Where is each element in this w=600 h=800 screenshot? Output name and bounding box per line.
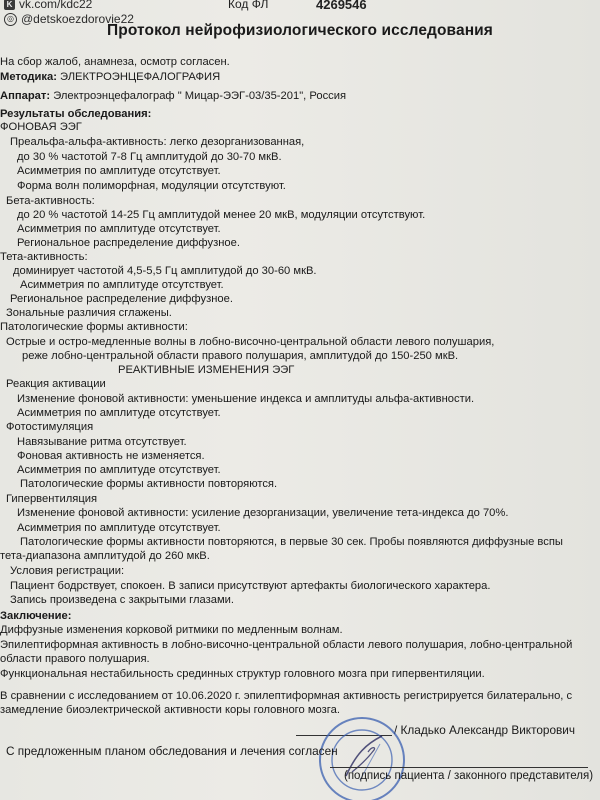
text-line: Региональное распределение диффузное.	[10, 293, 233, 305]
watermark-site	[4, 0, 92, 11]
text-line: Асимметрия по амплитуде отсутствует.	[20, 279, 224, 291]
method-label: Методика:	[0, 71, 57, 83]
text-line: Зональные различия сглажены.	[6, 307, 172, 319]
watermark-site-text: vk.com/kdc22	[19, 0, 93, 11]
text-line: Асимметрия по амплитуде отсутствует.	[17, 522, 221, 534]
method-line	[0, 71, 220, 84]
text-line: до 20 % частотой 14-25 Гц амплитудой менее 20 мкВ, модуляции отсутствуют.	[17, 209, 426, 221]
background-eeg-heading: ФОНОВАЯ ЭЭГ	[0, 121, 82, 133]
text-line: Асимметрия по амплитуде отсутствует.	[17, 407, 221, 419]
text-line: Изменение фоновой активности: усиление дезорганизации, увеличение тета-индекса до 70%.	[17, 507, 509, 519]
text-line: Фоновая активность не изменяется.	[17, 450, 205, 462]
text-line: до 30 % частотой 7-8 Гц амплитудой до 30-70 мкВ.	[17, 151, 282, 163]
text-line: Асимметрия по амплитуде отсутствует.	[17, 464, 221, 476]
doctor-name: / Кладько Александр Викторович	[394, 723, 576, 737]
text-line: Гипервентиляция	[6, 493, 98, 505]
text-line: Реакция активации	[6, 378, 106, 390]
conclusion-heading: Заключение:	[0, 610, 72, 622]
text-line: реже лобно-центральной области правого полушария, амплитудой до 150-250 мкВ.	[22, 350, 459, 362]
text-line: Пациент бодрствует, спокоен. В записи присутствуют артефакты биологического характера.	[10, 580, 491, 592]
text-line: Функциональная нестабильность срединных структур головного мозга при гипервентиляции.	[0, 668, 485, 680]
text-line: Диффузные изменения корковой ритмики по медленным волнам.	[0, 624, 343, 636]
text-line: Бета-активность:	[6, 195, 95, 207]
vk-icon: K	[4, 0, 15, 10]
text-line: Патологические формы активности:	[0, 321, 188, 333]
text-line: тета-диапазона амплитудой до 260 мкВ.	[0, 550, 210, 562]
text-line: замедление биоэлектрической активности коры головного мозга.	[0, 704, 340, 716]
device-label: Аппарат:	[0, 90, 51, 102]
text-line: В сравнении с исследованием от 10.06.2020 г. эпилептиформная активность регистрируется билатерально, с	[0, 690, 573, 702]
patient-signature-line	[330, 767, 588, 768]
text-line: Условия регистрации:	[10, 565, 125, 577]
text-line: Асимметрия по амплитуде отсутствует.	[17, 165, 221, 177]
code-label: Код ФЛ	[228, 0, 269, 11]
consent-line: На сбор жалоб, анамнеза, осмотр согласен.	[0, 56, 230, 68]
method-value: ЭЛЕКТРОЭНЦЕФАЛОГРАФИЯ	[60, 71, 221, 83]
reactive-heading: РЕАКТИВНЫЕ ИЗМЕНЕНИЯ ЭЭГ	[118, 364, 295, 376]
page-title: Протокол нейрофизиологического исследования	[107, 22, 493, 39]
watermark-handle-text: @detskoezdorovie22	[21, 12, 134, 26]
instagram-icon: ◎	[4, 13, 17, 26]
text-line: Эпилептиформная активность в лобно-височно-центральной области левого полушария, лобно-центральной	[0, 639, 573, 651]
text-line: Форма волн полиморфная, модуляции отсутствуют.	[17, 180, 286, 192]
text-line: Асимметрия по амплитуде отсутствует.	[17, 223, 221, 235]
text-line: Патологические формы активности повторяются.	[20, 478, 278, 490]
text-line: Региональное распределение диффузное.	[17, 237, 240, 249]
device-line	[0, 90, 346, 103]
patient-caption: (подпись пациента / законного представителя)	[344, 770, 594, 782]
text-line: Фотостимуляция	[6, 421, 94, 433]
text-line: области правого полушария.	[0, 653, 150, 665]
text-line: Изменение фоновой активности: уменьшение индекса и амплитуды альфа-активности.	[17, 393, 475, 405]
results-heading: Результаты обследования:	[0, 108, 152, 120]
agreement-text: С предложенным планом обследования и лечения согласен	[6, 744, 338, 758]
text-line: Острые и остро-медленные волны в лобно-височно-центральной области левого полушария,	[6, 336, 495, 348]
text-line: Тета-активность:	[0, 251, 88, 263]
code-value: 4269546	[316, 0, 367, 12]
text-line: доминирует частотой 4,5-5,5 Гц амплитудой до 30-60 мкВ.	[13, 265, 317, 277]
text-line: Патологические формы активности повторяются, в первые 30 сек. Пробы появляются диффузные вспы	[20, 536, 563, 548]
text-line: Запись произведена с закрытыми глазами.	[10, 594, 235, 606]
text-line: Навязывание ритма отсутствует.	[17, 436, 187, 448]
text-line: Преальфа-альфа-активность: легко дезорганизованная,	[10, 136, 305, 148]
device-value: Электроэнцефалограф " Мицар-ЭЭГ-03/35-201", Россия	[53, 90, 347, 102]
